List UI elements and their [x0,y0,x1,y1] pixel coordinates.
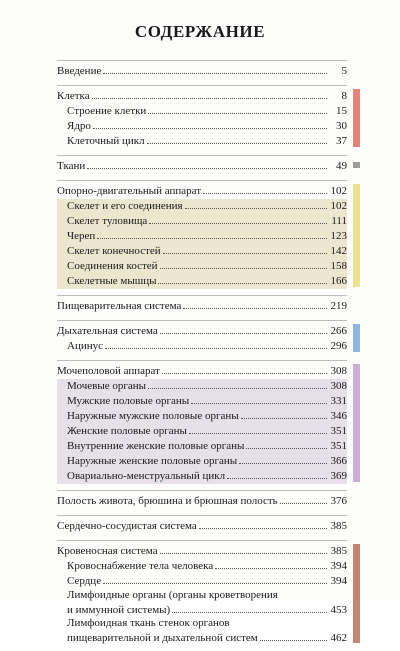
leader-dots [158,274,327,284]
leader-dots [260,631,327,641]
toc-entry[interactable] [57,229,347,244]
section-bar-locomotor [353,184,360,287]
toc-entry-line [67,631,347,646]
leader-dots [160,259,327,269]
toc-entry-page: 385 [330,520,347,532]
toc-entry[interactable] [57,519,347,534]
toc-entry-page: 331 [330,395,347,407]
toc-section-locomotor [57,180,347,289]
leader-dots [147,134,327,144]
leader-dots [215,559,327,569]
toc-entry-label: Введение [57,65,102,77]
leader-dots [172,603,327,613]
leader-dots [148,104,327,114]
toc-entry[interactable] [57,134,347,149]
toc-section-cardio [57,515,347,534]
leader-dots [241,409,327,419]
toc-entry-label: Соединения костей [67,260,158,272]
section-bar-tissues [353,162,360,168]
toc-entry[interactable] [57,119,347,134]
toc-entry-label: Скелетные мышцы [67,275,157,287]
leader-dots [162,364,327,374]
section-bar-urogenital [353,364,360,482]
toc-entry-page: 142 [330,245,347,257]
toc-entry[interactable] [57,244,347,259]
toc-section-urogenital [57,360,347,484]
toc-entry-label: Строение клетки [67,105,147,117]
leader-dots [160,544,327,554]
toc-entry-page: 15 [336,105,347,117]
toc-entry[interactable] [57,89,347,104]
section-bar-cell [353,89,360,147]
toc-entry-page: 5 [341,65,347,77]
table-of-contents [57,60,347,651]
toc-entry-label: Череп [67,230,96,242]
toc-entry[interactable] [57,104,347,119]
toc-entry-page: 8 [341,90,347,102]
toc-entry[interactable] [57,617,347,645]
toc-entry-page: 376 [330,495,347,507]
leader-dots [92,89,327,99]
toc-entry-label: Скелет туловища [67,215,148,227]
toc-entry-page: 366 [330,455,347,467]
toc-entry[interactable] [57,589,347,617]
toc-entry[interactable] [57,339,347,354]
toc-entry-label: Внутренние женские половые органы [67,440,245,452]
toc-entry-label: Ацинус [67,340,103,352]
toc-entry-label: Кровеносная система [57,545,158,557]
toc-entry-label: и иммунной системы) [67,603,171,616]
toc-entry[interactable] [57,259,347,274]
toc-entry-page: 30 [336,120,347,132]
toc-entry[interactable] [57,299,347,314]
leader-dots [103,574,327,584]
leader-dots [87,159,327,169]
toc-entry-label: Лимфоидные органы (органы кроветворения [67,589,278,601]
toc-entry[interactable] [57,214,347,229]
toc-entry[interactable] [57,364,347,379]
leader-dots [103,64,327,74]
toc-entry-label: Пищеварительная система [57,300,182,312]
toc-section-intro [57,60,347,79]
toc-entry-label: Наружные мужские половые органы [67,410,239,422]
toc-entry-page: 37 [336,135,347,147]
section-bar-blood [353,544,360,643]
leader-dots [203,184,327,194]
toc-entry[interactable] [57,424,347,439]
toc-entry[interactable] [57,454,347,469]
toc-entry-label: пищеварительной и дыхательной систем [67,631,258,644]
toc-entry-page: 351 [330,425,347,437]
toc-entry[interactable] [57,494,347,509]
leader-dots [239,454,327,464]
toc-section-blood [57,540,347,645]
leader-dots [185,199,327,209]
toc-entry-line [67,603,347,618]
toc-entry-label: Наружные женские половые органы [67,455,238,467]
toc-entry-page: 158 [330,260,347,272]
toc-entry-label: Ядро [67,120,91,132]
toc-section-tissues [57,155,347,174]
toc-section-cavity [57,490,347,509]
toc-entry-label: Кровоснабжение тела человека [67,560,214,572]
toc-entry[interactable] [57,439,347,454]
toc-entry-page: 394 [330,560,347,572]
toc-entry-page: 453 [330,603,347,616]
toc-entry-label: Полость живота, брюшина и брюшная полость [57,495,278,507]
toc-entry[interactable] [57,324,347,339]
toc-entry-page: 308 [330,365,347,377]
toc-entry[interactable] [57,544,347,559]
toc-entry-page: 351 [330,440,347,452]
leader-dots [227,469,327,479]
toc-entry-label: Овариально-менструальный цикл [67,470,226,482]
leader-dots [199,519,327,529]
leader-dots [160,324,327,334]
leader-dots [97,229,327,239]
leader-dots [93,119,327,129]
toc-entry-page: 219 [330,300,347,312]
toc-entry-page: 111 [331,215,347,227]
toc-entry-page: 166 [330,275,347,287]
toc-entry-page: 369 [330,470,347,482]
toc-entry-page: 102 [330,185,347,197]
toc-entry[interactable] [57,274,347,289]
toc-section-respiratory [57,320,347,354]
toc-entry-page: 346 [330,410,347,422]
toc-entry-label: Опорно-двигательный аппарат [57,185,202,197]
toc-entry-label: Скелет и его соединения [67,200,183,212]
leader-dots [280,494,327,504]
leader-dots [148,379,327,389]
toc-entry[interactable] [57,199,347,214]
toc-entry-page: 266 [330,325,347,337]
page-title: СОДЕРЖАНИЕ [134,22,266,41]
toc-entry-page: 49 [336,160,347,172]
toc-entry-page: 308 [330,380,347,392]
leader-dots [163,244,327,254]
toc-entry[interactable] [57,559,347,574]
toc-entry-label: Мочеполовой аппарат [57,365,160,377]
leader-dots [149,214,327,224]
toc-entry[interactable] [57,184,347,199]
toc-entry[interactable] [57,409,347,424]
toc-entry[interactable] [57,394,347,409]
toc-entry-label: Лимфоидная ткань стенок органов [67,617,230,629]
section-bar-respiratory [353,324,360,352]
leader-dots [191,394,327,404]
toc-entry-label: Клетка [57,90,90,102]
toc-entry-page: 102 [330,200,347,212]
toc-entry[interactable] [57,469,347,484]
toc-entry-page: 394 [330,575,347,587]
toc-entry[interactable] [57,379,347,394]
toc-entry[interactable] [57,574,347,589]
leader-dots [189,424,327,434]
toc-entry-label: Мужские половые органы [67,395,190,407]
toc-entry-page: 462 [330,631,347,644]
toc-entry-label: Женские половые органы [67,425,187,437]
toc-section-digestive [57,295,347,314]
toc-entry-label: Сердце [67,575,102,587]
toc-entry-page: 123 [330,230,347,242]
leader-dots [246,439,327,449]
toc-entry-label: Ткани [57,160,86,172]
toc-entry-label: Скелет конечностей [67,245,161,257]
toc-entry-page: 296 [330,340,347,352]
toc-section-cell [57,85,347,149]
toc-entry-label: Клеточный цикл [67,135,145,147]
leader-dots [183,299,327,309]
toc-entry[interactable] [57,64,347,79]
toc-entry-label: Мочевые органы [67,380,147,392]
toc-entry-label: Дыхательная система [57,325,158,337]
toc-entry[interactable] [57,159,347,174]
toc-entry-page: 385 [330,545,347,557]
toc-entry-label: Сердечно-сосудистая система [57,520,197,532]
leader-dots [105,339,327,349]
